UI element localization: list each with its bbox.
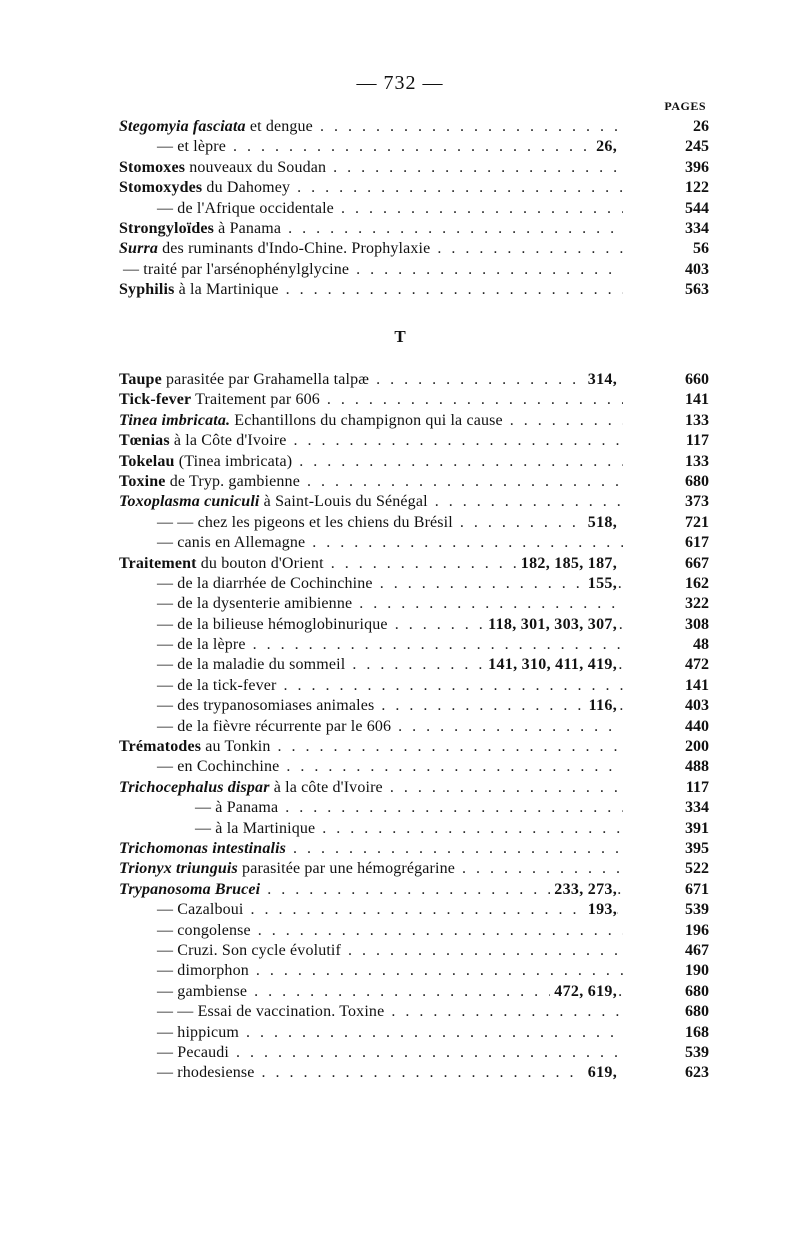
entry-text	[119, 370, 709, 390]
entry-page-number: 334	[623, 219, 709, 239]
index-entry	[119, 260, 709, 280]
index-entry	[119, 819, 709, 839]
index-entry	[119, 880, 709, 900]
entry-text	[119, 941, 709, 961]
entry-description: Traitement par 606	[191, 391, 320, 409]
entry-page-number: 162	[623, 574, 709, 594]
pages-column-label: PAGES	[664, 99, 706, 113]
entry-description: — hippicum	[157, 1023, 239, 1041]
entry-text	[119, 533, 709, 553]
entry-heading: Stomoxes	[119, 158, 186, 176]
entry-text	[119, 982, 709, 1002]
entry-description: et dengue	[245, 118, 313, 135]
index-entry	[119, 982, 709, 1002]
entry-page-refs: 182, 185, 187,	[517, 554, 617, 574]
index-entry	[119, 635, 709, 655]
entry-description: — gambiense	[157, 982, 248, 1000]
entry-description: à Panama	[214, 219, 282, 237]
entry-heading: Trionyx triunguis	[119, 860, 238, 878]
entry-text	[119, 117, 709, 137]
index-entry	[119, 137, 709, 157]
index-entry	[119, 513, 709, 533]
index-entry	[119, 280, 709, 300]
entry-text	[119, 1023, 709, 1043]
entry-description: du bouton d'Orient	[196, 554, 324, 572]
entry-description: des ruminants d'Indo-Chine. Prophylaxie	[158, 240, 431, 258]
entry-heading: Strongyloïdes	[119, 219, 215, 237]
entry-description: — dimorphon	[157, 962, 249, 980]
entry-page-refs: 141, 310, 411, 419,	[484, 655, 617, 675]
entry-description: de Tryp. gambienne	[165, 472, 300, 490]
index-entry	[119, 615, 709, 635]
entry-description: — Cruzi. Son cycle évolutif	[157, 941, 342, 959]
entry-page-refs: 193,	[584, 900, 617, 920]
entry-text	[119, 839, 709, 859]
entry-page-number: 721	[623, 513, 709, 533]
entry-page-number: 660	[623, 370, 709, 390]
entry-page-number: 680	[623, 982, 709, 1002]
index-entry	[119, 1063, 709, 1083]
index-entry	[119, 839, 709, 859]
index-entry	[119, 778, 709, 798]
entry-page-number: 48	[623, 635, 709, 655]
entry-page-number: 322	[623, 594, 709, 614]
entry-heading: Trématodes	[119, 738, 202, 756]
entry-page-number: 539	[623, 1043, 709, 1063]
entry-text	[119, 1043, 709, 1063]
index-entry	[119, 696, 709, 716]
entry-page-number: 440	[623, 717, 709, 737]
entry-text	[119, 921, 709, 941]
entry-page-number: 133	[623, 452, 709, 472]
index-entry	[119, 941, 709, 961]
entry-heading: Trypanosoma Brucei	[119, 880, 261, 898]
entry-description: parasitée par Grahamella talpæ	[161, 371, 370, 388]
entry-text	[119, 219, 709, 239]
entry-text	[119, 137, 709, 157]
entry-page-number: 403	[623, 696, 709, 716]
index-entry	[119, 219, 709, 239]
entry-heading: Surra	[119, 240, 158, 258]
entry-page-number: 396	[623, 158, 709, 178]
index-entry	[119, 472, 709, 492]
entry-page-number: 196	[623, 921, 709, 941]
entry-text	[119, 880, 709, 900]
entry-page-number: 190	[623, 961, 709, 981]
entry-heading: Tokelau	[119, 452, 175, 470]
entry-page-number: 680	[623, 472, 709, 492]
entry-text	[119, 798, 709, 818]
entry-page-number: 141	[623, 676, 709, 696]
entry-description: — de la bilieuse hémoglobinurique	[157, 615, 388, 633]
index-entry	[119, 452, 709, 472]
index-entry	[119, 411, 709, 431]
section-letter-t: T	[394, 327, 406, 346]
entry-page-number: 308	[623, 615, 709, 635]
entry-page-number: 472	[623, 655, 709, 675]
entry-text	[119, 778, 709, 798]
entry-text	[119, 737, 709, 757]
entry-text	[119, 676, 709, 696]
entry-text	[119, 239, 709, 259]
entry-heading: Syphilis	[119, 281, 175, 299]
entry-page-number: 563	[623, 280, 709, 300]
entry-text	[119, 178, 709, 198]
entry-description: — de la maladie du sommeil	[157, 656, 346, 674]
entry-page-refs: 518,	[584, 513, 617, 533]
index-entry	[119, 655, 709, 675]
entry-page-refs: 116,	[585, 696, 617, 716]
entry-page-number: 395	[623, 839, 709, 859]
entry-description: au Tonkin	[201, 738, 271, 756]
entry-page-number: 117	[623, 431, 709, 451]
entry-page-number: 168	[623, 1023, 709, 1043]
entry-page-number: 373	[623, 492, 709, 512]
entry-page-refs: 26,	[592, 137, 617, 157]
entry-page-number: 671	[623, 880, 709, 900]
entry-page-refs: 472, 619,	[550, 982, 617, 1002]
entry-description: du Dahomey	[202, 179, 291, 197]
entry-description: — de la fièvre récurrente par le 606	[157, 717, 392, 735]
entry-page-number: 680	[623, 1002, 709, 1022]
entry-page-number: 56	[623, 239, 709, 259]
entry-page-number: 522	[623, 859, 709, 879]
index-entry	[119, 961, 709, 981]
entry-heading: Tinea imbricata.	[119, 411, 231, 429]
index-entry	[119, 390, 709, 410]
entry-text	[119, 819, 709, 839]
entry-text	[119, 900, 709, 920]
index-entry	[119, 492, 709, 512]
index-entry	[119, 117, 709, 137]
entry-page-refs: 233, 273,	[550, 880, 617, 900]
index-section-s	[119, 117, 709, 301]
entry-text	[119, 655, 709, 675]
entry-page-number: 539	[623, 900, 709, 920]
entry-text	[119, 199, 709, 219]
index-entry	[119, 199, 709, 219]
entry-description: — des trypanosomiases animales	[157, 697, 375, 715]
index-entry	[119, 859, 709, 879]
entry-description: — Pecaudi	[157, 1043, 229, 1061]
entry-heading: Trichocephalus dispar	[119, 778, 270, 796]
index-entry	[119, 370, 709, 390]
entry-page-refs: 155,	[584, 574, 617, 594]
entry-heading: Tick-fever	[119, 391, 192, 409]
entry-text	[119, 696, 709, 716]
entry-heading: Stegomyia fasciata	[119, 118, 246, 135]
entry-description: à la Martinique	[174, 281, 279, 299]
entry-page-number: 122	[623, 178, 709, 198]
entry-text	[119, 574, 709, 594]
entry-description: — congolense	[157, 921, 251, 939]
entry-heading: Toxoplasma cuniculi	[119, 493, 260, 511]
entry-text	[119, 554, 709, 574]
index-entry	[119, 737, 709, 757]
entry-page-number: 334	[623, 798, 709, 818]
entry-page-number: 544	[623, 199, 709, 219]
entry-page-number: 403	[623, 260, 709, 280]
entry-page-number: 667	[623, 554, 709, 574]
entry-text	[119, 492, 709, 512]
entry-description: à Saint-Louis du Sénégal	[259, 493, 428, 511]
entry-description: — de la dysenterie amibienne	[157, 595, 353, 613]
entry-text	[119, 390, 709, 410]
entry-description: — de la diarrhée de Cochinchine	[157, 574, 373, 592]
entry-page-number: 26	[623, 117, 709, 137]
entry-text	[119, 158, 709, 178]
entry-text	[119, 1002, 709, 1022]
index-entry	[119, 717, 709, 737]
entry-description: — Cazalboui	[157, 901, 244, 919]
entry-page-number: 623	[623, 1063, 709, 1083]
entry-description: — de l'Afrique occidentale	[157, 199, 334, 217]
entry-heading: Trichomonas intestinalis	[119, 839, 287, 857]
index-entry	[119, 757, 709, 777]
entry-page-number: 200	[623, 737, 709, 757]
index-section-t	[119, 370, 709, 1084]
entry-description: — — Essai de vaccination. Toxine	[157, 1003, 385, 1021]
entry-text	[119, 757, 709, 777]
entry-text	[119, 411, 709, 431]
entry-page-refs: 314,	[584, 370, 617, 390]
entry-description: — — chez les pigeons et les chiens du Brésil	[157, 513, 453, 531]
entry-text	[119, 513, 709, 533]
entry-text	[119, 859, 709, 879]
entry-description: à la côte d'Ivoire	[269, 778, 383, 796]
index-entry	[119, 533, 709, 553]
entry-text	[119, 260, 709, 280]
entry-text	[119, 431, 709, 451]
entry-page-number: 617	[623, 533, 709, 553]
page-number: — 732 —	[356, 72, 444, 94]
index-entry	[119, 900, 709, 920]
entry-description: — à la Martinique	[195, 819, 316, 837]
entry-heading: Tœnias	[119, 432, 170, 450]
entry-text	[119, 280, 709, 300]
entry-heading: Taupe	[119, 371, 162, 388]
entry-description: — de la lèpre	[157, 636, 246, 654]
index-entry	[119, 158, 709, 178]
entry-description: — rhodesiense	[157, 1064, 255, 1082]
entry-page-number: 133	[623, 411, 709, 431]
index-entry	[119, 594, 709, 614]
entry-description: — traité par l'arsénophénylglycine	[123, 260, 350, 278]
entry-heading: Toxine	[119, 472, 166, 490]
entry-text	[119, 1063, 709, 1083]
entry-heading: Traitement	[119, 554, 197, 572]
entry-description: parasitée par une hémogrégarine	[237, 860, 456, 878]
entry-page-number: 245	[623, 137, 709, 157]
entry-description: — et lèpre	[157, 138, 227, 156]
index-entry	[119, 798, 709, 818]
index-entry	[119, 676, 709, 696]
entry-text	[119, 472, 709, 492]
index-entry	[119, 574, 709, 594]
entry-page-number: 141	[623, 390, 709, 410]
entry-description: — canis en Allemagne	[157, 534, 306, 552]
entry-page-number: 467	[623, 941, 709, 961]
index-entry	[119, 1023, 709, 1043]
entry-description: — de la tick-fever	[157, 676, 277, 694]
entry-description: — en Cochinchine	[157, 758, 280, 776]
entry-text	[119, 594, 709, 614]
entry-page-refs: 619,	[584, 1063, 617, 1083]
index-entry	[119, 431, 709, 451]
entry-text	[119, 717, 709, 737]
entry-description: (Tinea imbricata)	[174, 452, 293, 470]
index-entry	[119, 554, 709, 574]
entry-text	[119, 961, 709, 981]
entry-text	[119, 635, 709, 655]
index-entry	[119, 921, 709, 941]
entry-page-number: 391	[623, 819, 709, 839]
entry-heading: Stomoxydes	[119, 179, 203, 197]
entry-description: — à Panama	[195, 799, 279, 817]
entry-text	[119, 615, 709, 635]
entry-description: nouveaux du Soudan	[185, 158, 327, 176]
entry-text	[119, 452, 709, 472]
entry-page-refs: 118, 301, 303, 307,	[484, 615, 617, 635]
entry-page-number: 488	[623, 757, 709, 777]
entry-description: Echantillons du champignon qui la cause	[230, 411, 503, 429]
entry-page-number: 117	[623, 778, 709, 798]
index-entry	[119, 1002, 709, 1022]
index-entry	[119, 239, 709, 259]
index-entry	[119, 178, 709, 198]
index-entry	[119, 1043, 709, 1063]
entry-description: à la Côte d'Ivoire	[169, 432, 287, 450]
